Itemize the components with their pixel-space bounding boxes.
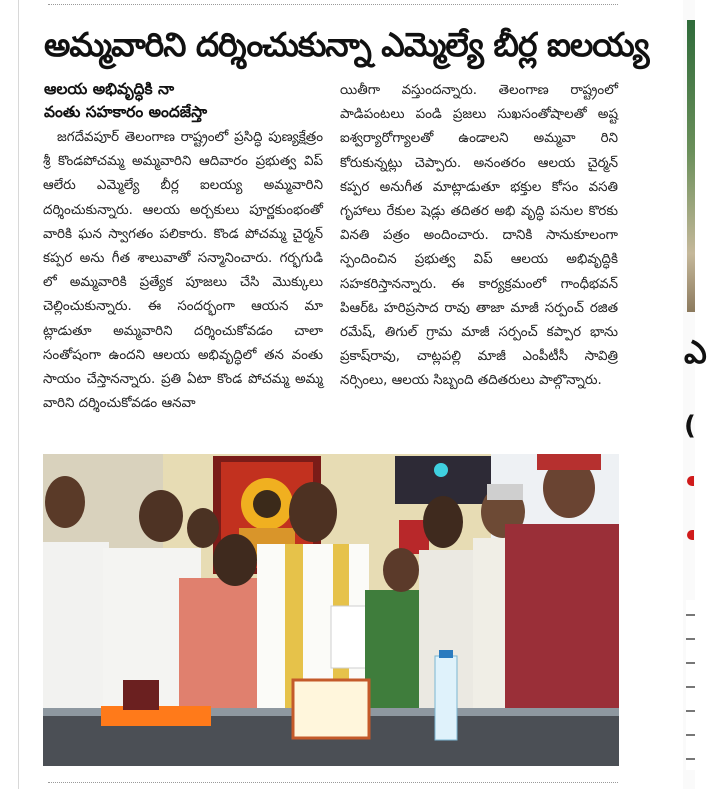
group-photo-icon (43, 454, 619, 766)
adjacent-headline-fragment: ఎ (684, 333, 707, 371)
article-headline: అమ్మవారిని దర్శించుకున్నా ఎమ్మెల్యే బీర్ల ఐలయ్య (44, 25, 649, 64)
article-photo (43, 454, 619, 766)
article-right-column (340, 79, 618, 394)
article-subheadline-line1: ఆలయ అభివృద్ధికి నా (44, 80, 175, 98)
article-left-column (43, 126, 323, 416)
adjacent-bullet (687, 476, 694, 486)
bottom-divider (48, 782, 618, 783)
page-column-rule (18, 0, 19, 789)
left-column-text: జగదేవపూర్ తెలంగాణ రాష్ట్రంలో ప్రసిద్ధి పుణ్యక్షేత్రం శ్రీ కొండపోచమ్మ అమ్మవారిని ఆదివారం ప్రభుత్వ విప్ ఆలేరు ఎమ్మెల్యే బీర్ల ఐలయ్య అమ్మవారిని దర్శించుకున్నారు. ఆలయ అర్చకులు పూర్ణకుంభంతో వారికి ఘన స్వాగతం పలికారు. కొండ పోచమ్మ చైర్మన్ కప్పర అను గీత శాలువాతో సన్మానించారు. గర్భగుడి లో అమ్మవారికి ప్రత్యేక పూజలు చేసి మొక్కులు చెల్లించుకున్నారు. ఈ సందర్భంగా ఆయన మా ట్లాడుతూ అమ్మవారిని దర్శించుకోవడం చాలా సంతోషంగా ఉందని ఆలయ అభివృద్ధిలో తన వంతు సాయం చేస్తానన్నారు. ప్రతి ఏటా కొండ పోచమ్మ అమ్మ వారిని దర్శించుకోవడం ఆనవా (43, 130, 323, 412)
right-column-text: యితీగా వస్తుందన్నారు. తెలంగాణ రాష్ట్రంలో పాడిపంటలు పండి ప్రజలు సుఖసంతోషాలతో అష్ట ఐశ్వర్యారోగ్యాలతో ఉండాలని అమ్మవా రిని కోరుకున్నట్లు చెప్పారు. అనంతరం ఆలయ చైర్మన్ కప్పర అనుగీత మాట్లాడుతూ భక్తుల కోసం వసతి గృహాలు రేకుల షెడ్లు తదితర అభి వృద్ధి పనుల కొరకు వినతి పత్రం అందించారు. దానికి సానుకూలంగా స్పందించిన ప్రభుత్వ విప్ ఆలయ అభివృద్ధికి సహకరిస్తానన్నారు. ఈ కార్యక్రమంలో గాంధీభవన్ పిఆర్ఓ హరిప్రసాద రావు తాజా మాజీ సర్పంచ్ రజిత రమేష్, తిగుల్ గ్రామ మాజీ సర్పంచ్ కప్పార భాను ప్రకాష్‌రావు, చాట్లపల్లి మాజీ ఎంపీటీసీ సావిత్రి నర్సింలు, ఆలయ సిబ్బంది తదితరులు పాల్గొన్నారు. (340, 83, 618, 389)
adjacent-bullet (687, 530, 694, 540)
adjacent-subhead-fragment: ( (684, 411, 696, 441)
article-subheadline-line2: వంతు సహకారం అందజేస్తా (44, 103, 208, 121)
adjacent-photo (687, 20, 695, 312)
top-divider (48, 4, 618, 5)
adjacent-text-fragment (686, 600, 695, 770)
